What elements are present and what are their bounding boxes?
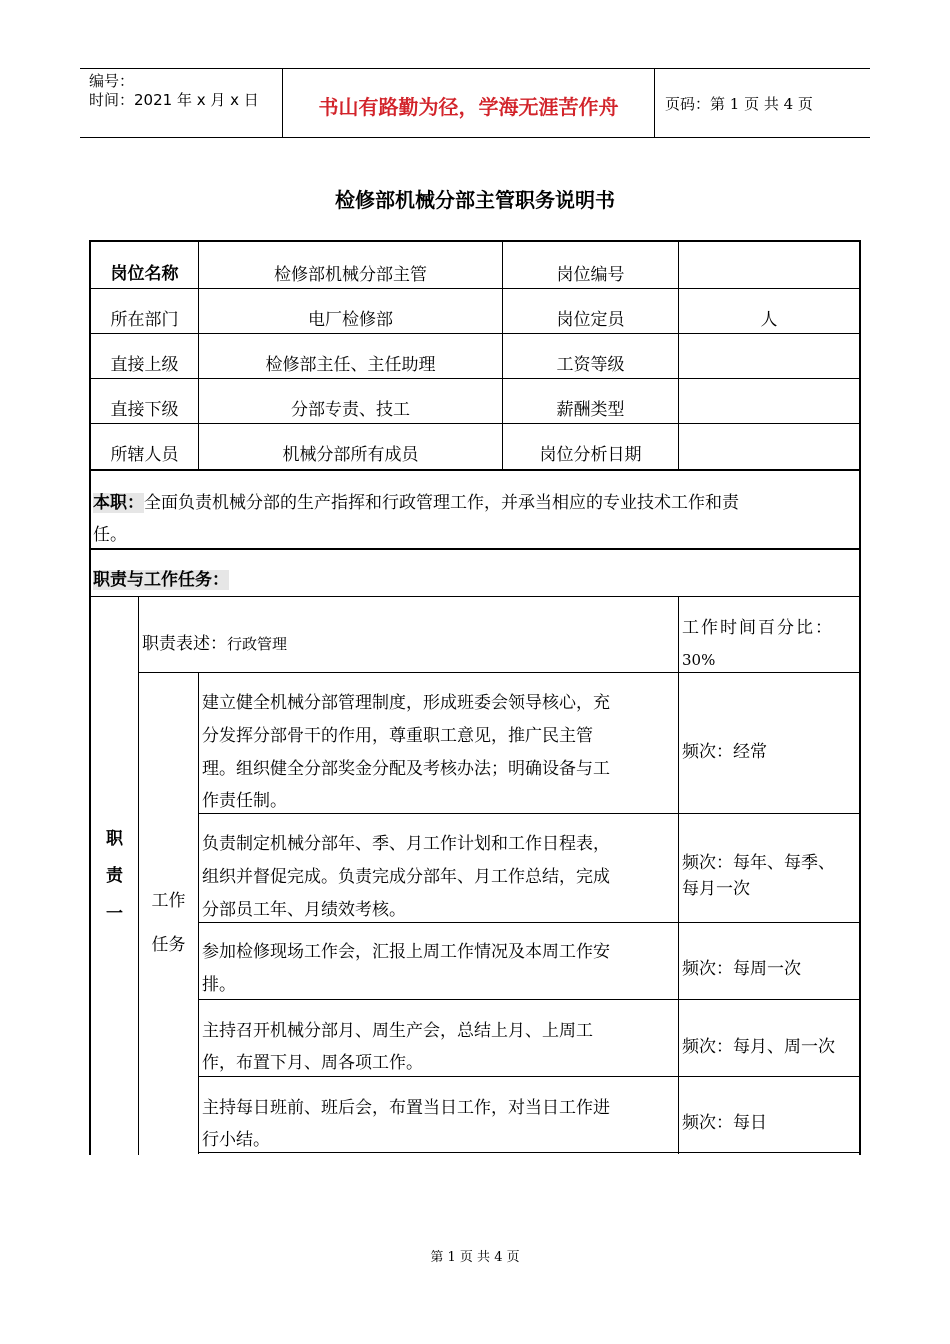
task-1-line-1: 建立健全机械分部管理制度，形成班委会领导核心，充 [202,693,610,713]
value-supervisor: 检修部主任、主任助理 [265,355,436,375]
duty-line-1 [93,487,857,519]
task-1-line-3: 理。组织健全分部奖金分配及考核办法；明确设备与工 [202,759,610,779]
time-label: 时间：2021 年 x 月 x 日 [89,91,259,109]
value-subordinates: 分部专责、技工 [291,400,410,420]
label-salary-grade: 工资等级 [556,355,625,375]
task-2-line-2: 组织并督促完成。负责完成分部年、月工作总结，完成 [202,867,610,887]
task-4-frequency: 频次：每月、周一次 [682,1037,835,1057]
time-pct-label: 工作时间百分比： [682,618,834,638]
value-headcount: 人 [760,310,778,330]
label-position-code: 岗位编号 [556,265,625,285]
value-department: 电厂检修部 [308,310,393,330]
task-2-line-1: 负责制定机械分部年、季、月工作计划和工作日程表， [202,834,610,854]
resp-side-char-2: 责 [106,866,123,886]
desc-label: 职责表述： [142,634,227,654]
label-department: 所在部门 [110,310,179,330]
page-footer: 第 1 页 共 4 页 [430,1250,520,1265]
task-1-line-2: 分发挥分部骨干的作用，尊重职工意见，推广民主管 [202,726,593,746]
header-motto-cell [283,69,655,137]
task-5-frequency: 频次：每日 [682,1113,767,1133]
task-label-2: 任务 [151,935,186,955]
task-4-line-1: 主持召开机械分部月、周生产会，总结上月、上周工 [202,1021,593,1041]
task-3-line-1: 参加检修现场工作会，汇报上周工作情况及本周工作安 [202,942,610,962]
time-pct-value: 30% [682,651,716,669]
label-position-name: 岗位名称 [110,264,179,284]
header-meta [80,69,283,137]
task-2-frequency-2: 每月一次 [682,879,750,899]
page-header [80,68,870,138]
tasks-heading-wrap [93,564,229,596]
job-description-table [89,240,861,1155]
label-pay-type: 薪酬类型 [556,400,625,420]
task-label-1: 工作 [151,891,186,911]
label-headcount: 岗位定员 [556,310,625,330]
duty-text-2: 任。 [93,525,127,545]
duty-text-1: 全面负责机械分部的生产指挥和行政管理工作，并承当相应的专业技术工作和责 [144,493,739,513]
resp-side-char-3: 一 [106,904,123,924]
page-code: 页码：第 1 页 共 4 页 [665,95,813,113]
motto: 书山有路勤为径，学海无涯苦作舟 [318,95,619,119]
document-title: 检修部机械分部主管职务说明书 [335,188,615,212]
tasks-heading: 职责与工作任务： [93,570,229,590]
task-1-line-4: 作责任制。 [202,791,287,811]
task-1-frequency: 频次：经常 [682,742,767,762]
label-supervisor: 直接上级 [110,355,179,375]
resp-description [142,628,287,660]
label-analysis-date: 岗位分析日期 [539,445,642,465]
task-5-line-2: 行小结。 [202,1130,270,1150]
value-position-name: 检修部机械分部主管 [274,265,427,285]
task-3-line-2: 排。 [202,975,236,995]
label-subordinates: 直接下级 [110,400,179,420]
task-2-frequency-1: 频次：每年、每季、 [682,853,835,873]
duty-label: 本职： [93,493,144,513]
task-3-frequency: 频次：每周一次 [682,959,801,979]
task-4-line-2: 作，布置下月、周各项工作。 [202,1053,423,1073]
desc-value: 行政管理 [227,635,288,653]
number-label: 编号： [89,72,135,90]
label-staff: 所辖人员 [110,445,179,465]
task-5-line-1: 主持每日班前、班后会，布置当日工作，对当日工作进 [202,1098,610,1118]
task-2-line-3: 分部员工年、月绩效考核。 [202,900,406,920]
value-staff: 机械分部所有成员 [282,445,419,465]
resp-side-char-1: 职 [106,829,123,849]
